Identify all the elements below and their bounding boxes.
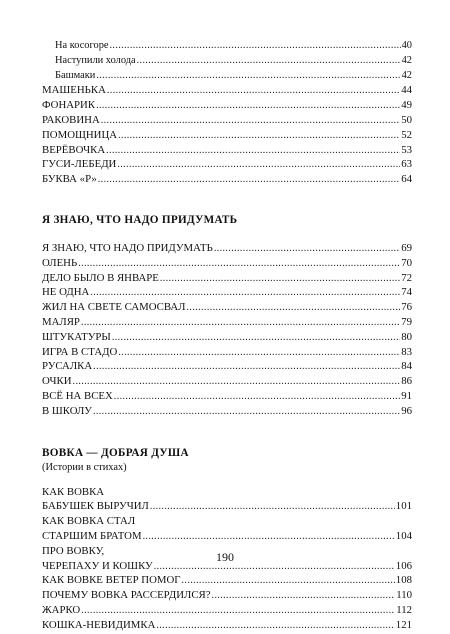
toc-entry-title: РАКОВИНА — [42, 113, 100, 126]
toc-leader-dots — [106, 144, 400, 159]
toc-entry-title: ОЛЕНЬ — [42, 256, 78, 269]
section-subtitle: (Истории в стихах) — [42, 461, 127, 473]
toc-entry-page: 86 — [401, 375, 412, 388]
toc-leader-dots — [137, 54, 401, 69]
toc-leader-dots — [81, 604, 395, 619]
toc-entry-title: Башмаки — [55, 69, 96, 81]
toc-entry-page: 72 — [401, 271, 412, 284]
toc-entry — [42, 345, 412, 360]
toc-entry — [42, 499, 412, 514]
toc-leader-dots — [98, 173, 400, 188]
toc-entry-page: 74 — [401, 286, 412, 299]
toc-entry-title: ФОНАРИК — [42, 99, 96, 112]
toc-entry-page: 42 — [401, 69, 412, 81]
toc-entry — [42, 300, 412, 315]
toc-entry-title: Я ЗНАЮ, ЧТО НАДО ПРИДУМАТЬ — [42, 241, 213, 254]
toc-leader-dots — [90, 286, 400, 301]
toc-leader-dots — [117, 158, 400, 173]
toc-entry-page: 104 — [395, 529, 412, 542]
spacer — [42, 228, 412, 241]
toc-entry-page: 69 — [401, 241, 412, 254]
toc-entry-title: На косогоре — [55, 40, 109, 51]
toc-entry-page: 91 — [401, 389, 412, 402]
toc-leader-dots — [143, 530, 395, 545]
toc-entry — [42, 285, 412, 300]
toc-entry-page: 83 — [401, 345, 412, 358]
toc-entry — [42, 618, 412, 633]
toc-entry-title: ГУСИ-ЛЕБЕДИ — [42, 158, 117, 171]
toc-entry-title: ДЕЛО БЫЛО В ЯНВАРЕ — [42, 271, 159, 284]
toc-entry-title: ЖИЛ НА СВЕТЕ САМОСВАЛ — [42, 301, 186, 314]
section-title: ВОВКА — ДОБРАЯ ДУША — [42, 446, 189, 459]
section-title: Я ЗНАЮ, ЧТО НАДО ПРИДУМАТЬ — [42, 213, 238, 226]
toc-entry-page: 42 — [401, 54, 412, 66]
toc-entry — [42, 271, 412, 286]
toc-entry-title: СТАРШИМ БРАТОМ — [42, 529, 142, 542]
toc-leader-dots — [101, 114, 400, 129]
toc-entry-title: КОШКА-НЕВИДИМКА — [42, 618, 156, 631]
toc-entry — [42, 256, 412, 271]
toc-leader-dots — [214, 242, 400, 257]
toc-entry-title: БУКВА «Р» — [42, 173, 97, 186]
toc-entry — [42, 39, 412, 54]
toc-entry — [42, 529, 412, 544]
toc-entry — [42, 54, 412, 69]
toc-entry — [42, 143, 412, 158]
toc-entry-title: ВСЁ НА ВСЕХ — [42, 389, 113, 402]
toc-entry-title: Наступили холода — [55, 54, 136, 66]
toc-leader-dots — [93, 405, 400, 420]
toc-entry-title: РУСАЛКА — [42, 360, 93, 373]
toc-entry-page: 112 — [396, 603, 412, 616]
toc-entry-page: 121 — [395, 618, 412, 631]
toc-entry-page: 84 — [401, 360, 412, 373]
toc-entry-title: ПОМОЩНИЦА — [42, 128, 118, 141]
spacer — [42, 419, 412, 446]
toc-list-section1 — [42, 241, 412, 419]
toc-leader-dots — [78, 257, 400, 272]
page-number: 190 — [216, 550, 234, 564]
toc-entry-page: 96 — [401, 404, 412, 417]
toc-entry — [42, 172, 412, 187]
toc-leader-dots — [93, 360, 400, 375]
toc-list-top — [42, 39, 412, 187]
toc-leader-dots — [112, 331, 400, 346]
toc-entry-page: 76 — [401, 301, 412, 314]
toc-entry-page: 52 — [401, 128, 412, 141]
toc-leader-dots — [156, 619, 394, 634]
toc-entry-title: БАБУШЕК ВЫРУЧИЛ — [42, 500, 149, 513]
toc-entry — [42, 113, 412, 128]
toc-entry-page: 53 — [401, 143, 412, 156]
toc-entry — [42, 98, 412, 113]
toc-entry-page: 44 — [401, 84, 412, 97]
toc-entry — [42, 588, 412, 603]
toc-leader-dots — [107, 84, 400, 99]
toc-leader-dots — [110, 39, 401, 54]
toc-leader-dots — [118, 129, 400, 144]
toc-entry-page: 79 — [401, 315, 412, 328]
toc-entry-page: 70 — [401, 256, 412, 269]
toc-leader-dots — [81, 316, 400, 331]
spacer — [42, 475, 412, 485]
table-of-contents — [42, 39, 412, 633]
toc-entry-page: 63 — [401, 158, 412, 171]
toc-leader-dots — [96, 69, 400, 84]
toc-entry — [42, 603, 412, 618]
toc-entry-page: 50 — [401, 113, 412, 126]
toc-entry-first-line: ПРО ВОВКУ, — [42, 544, 105, 557]
toc-entry-title: МАШЕНЬКА — [42, 84, 106, 97]
toc-entry-page: 110 — [396, 589, 412, 602]
toc-entry-page: 49 — [401, 99, 412, 112]
toc-leader-dots — [150, 500, 395, 515]
spacer — [42, 187, 412, 213]
toc-entry — [42, 374, 412, 389]
toc-entry-title: В ШКОЛУ — [42, 404, 92, 417]
toc-entry-page: 64 — [401, 173, 412, 186]
toc-entry-first-line: КАК ВОВКА СТАЛ — [42, 515, 136, 528]
toc-entry-title: ЧЕРЕПАХУ И КОШКУ — [42, 559, 153, 572]
toc-entry-page: 80 — [401, 330, 412, 343]
toc-leader-dots — [73, 375, 401, 390]
toc-entry — [42, 157, 412, 172]
toc-leader-dots — [212, 589, 396, 604]
toc-entry — [42, 83, 412, 98]
toc-entry-page: 106 — [395, 559, 412, 572]
toc-entry-title: ВЕРЁВОЧКА — [42, 143, 106, 156]
toc-entry — [42, 330, 412, 345]
toc-entry-title: ЖАРКО — [42, 603, 81, 616]
toc-entry — [42, 359, 412, 374]
toc-entry-title: ПОЧЕМУ ВОВКА РАССЕРДИЛСЯ? — [42, 589, 211, 602]
toc-entry-first-line: КАК ВОВКА — [42, 485, 105, 498]
toc-entry — [42, 315, 412, 330]
toc-entry-title: МАЛЯР — [42, 315, 80, 328]
toc-leader-dots — [118, 346, 400, 361]
toc-entry-page: 101 — [395, 500, 412, 513]
toc-entry — [42, 69, 412, 84]
toc-entry-title: ОЧКИ — [42, 375, 72, 388]
toc-leader-dots — [160, 272, 400, 287]
toc-entry — [42, 128, 412, 143]
toc-leader-dots — [187, 301, 401, 316]
toc-entry-title: КАК ВОВКЕ ВЕТЕР ПОМОГ — [42, 574, 181, 587]
toc-entry — [42, 389, 412, 404]
toc-leader-dots — [114, 390, 400, 405]
toc-entry-page: 108 — [395, 574, 412, 587]
toc-entry-title: НЕ ОДНА — [42, 286, 90, 299]
toc-entry-page: 40 — [401, 40, 412, 51]
toc-entry — [42, 573, 412, 588]
toc-leader-dots — [96, 99, 400, 114]
toc-entry — [42, 241, 412, 256]
toc-leader-dots — [182, 574, 395, 589]
toc-entry — [42, 404, 412, 419]
toc-entry-title: ИГРА В СТАДО — [42, 345, 118, 358]
toc-entry-title: ШТУКАТУРЫ — [42, 330, 111, 343]
